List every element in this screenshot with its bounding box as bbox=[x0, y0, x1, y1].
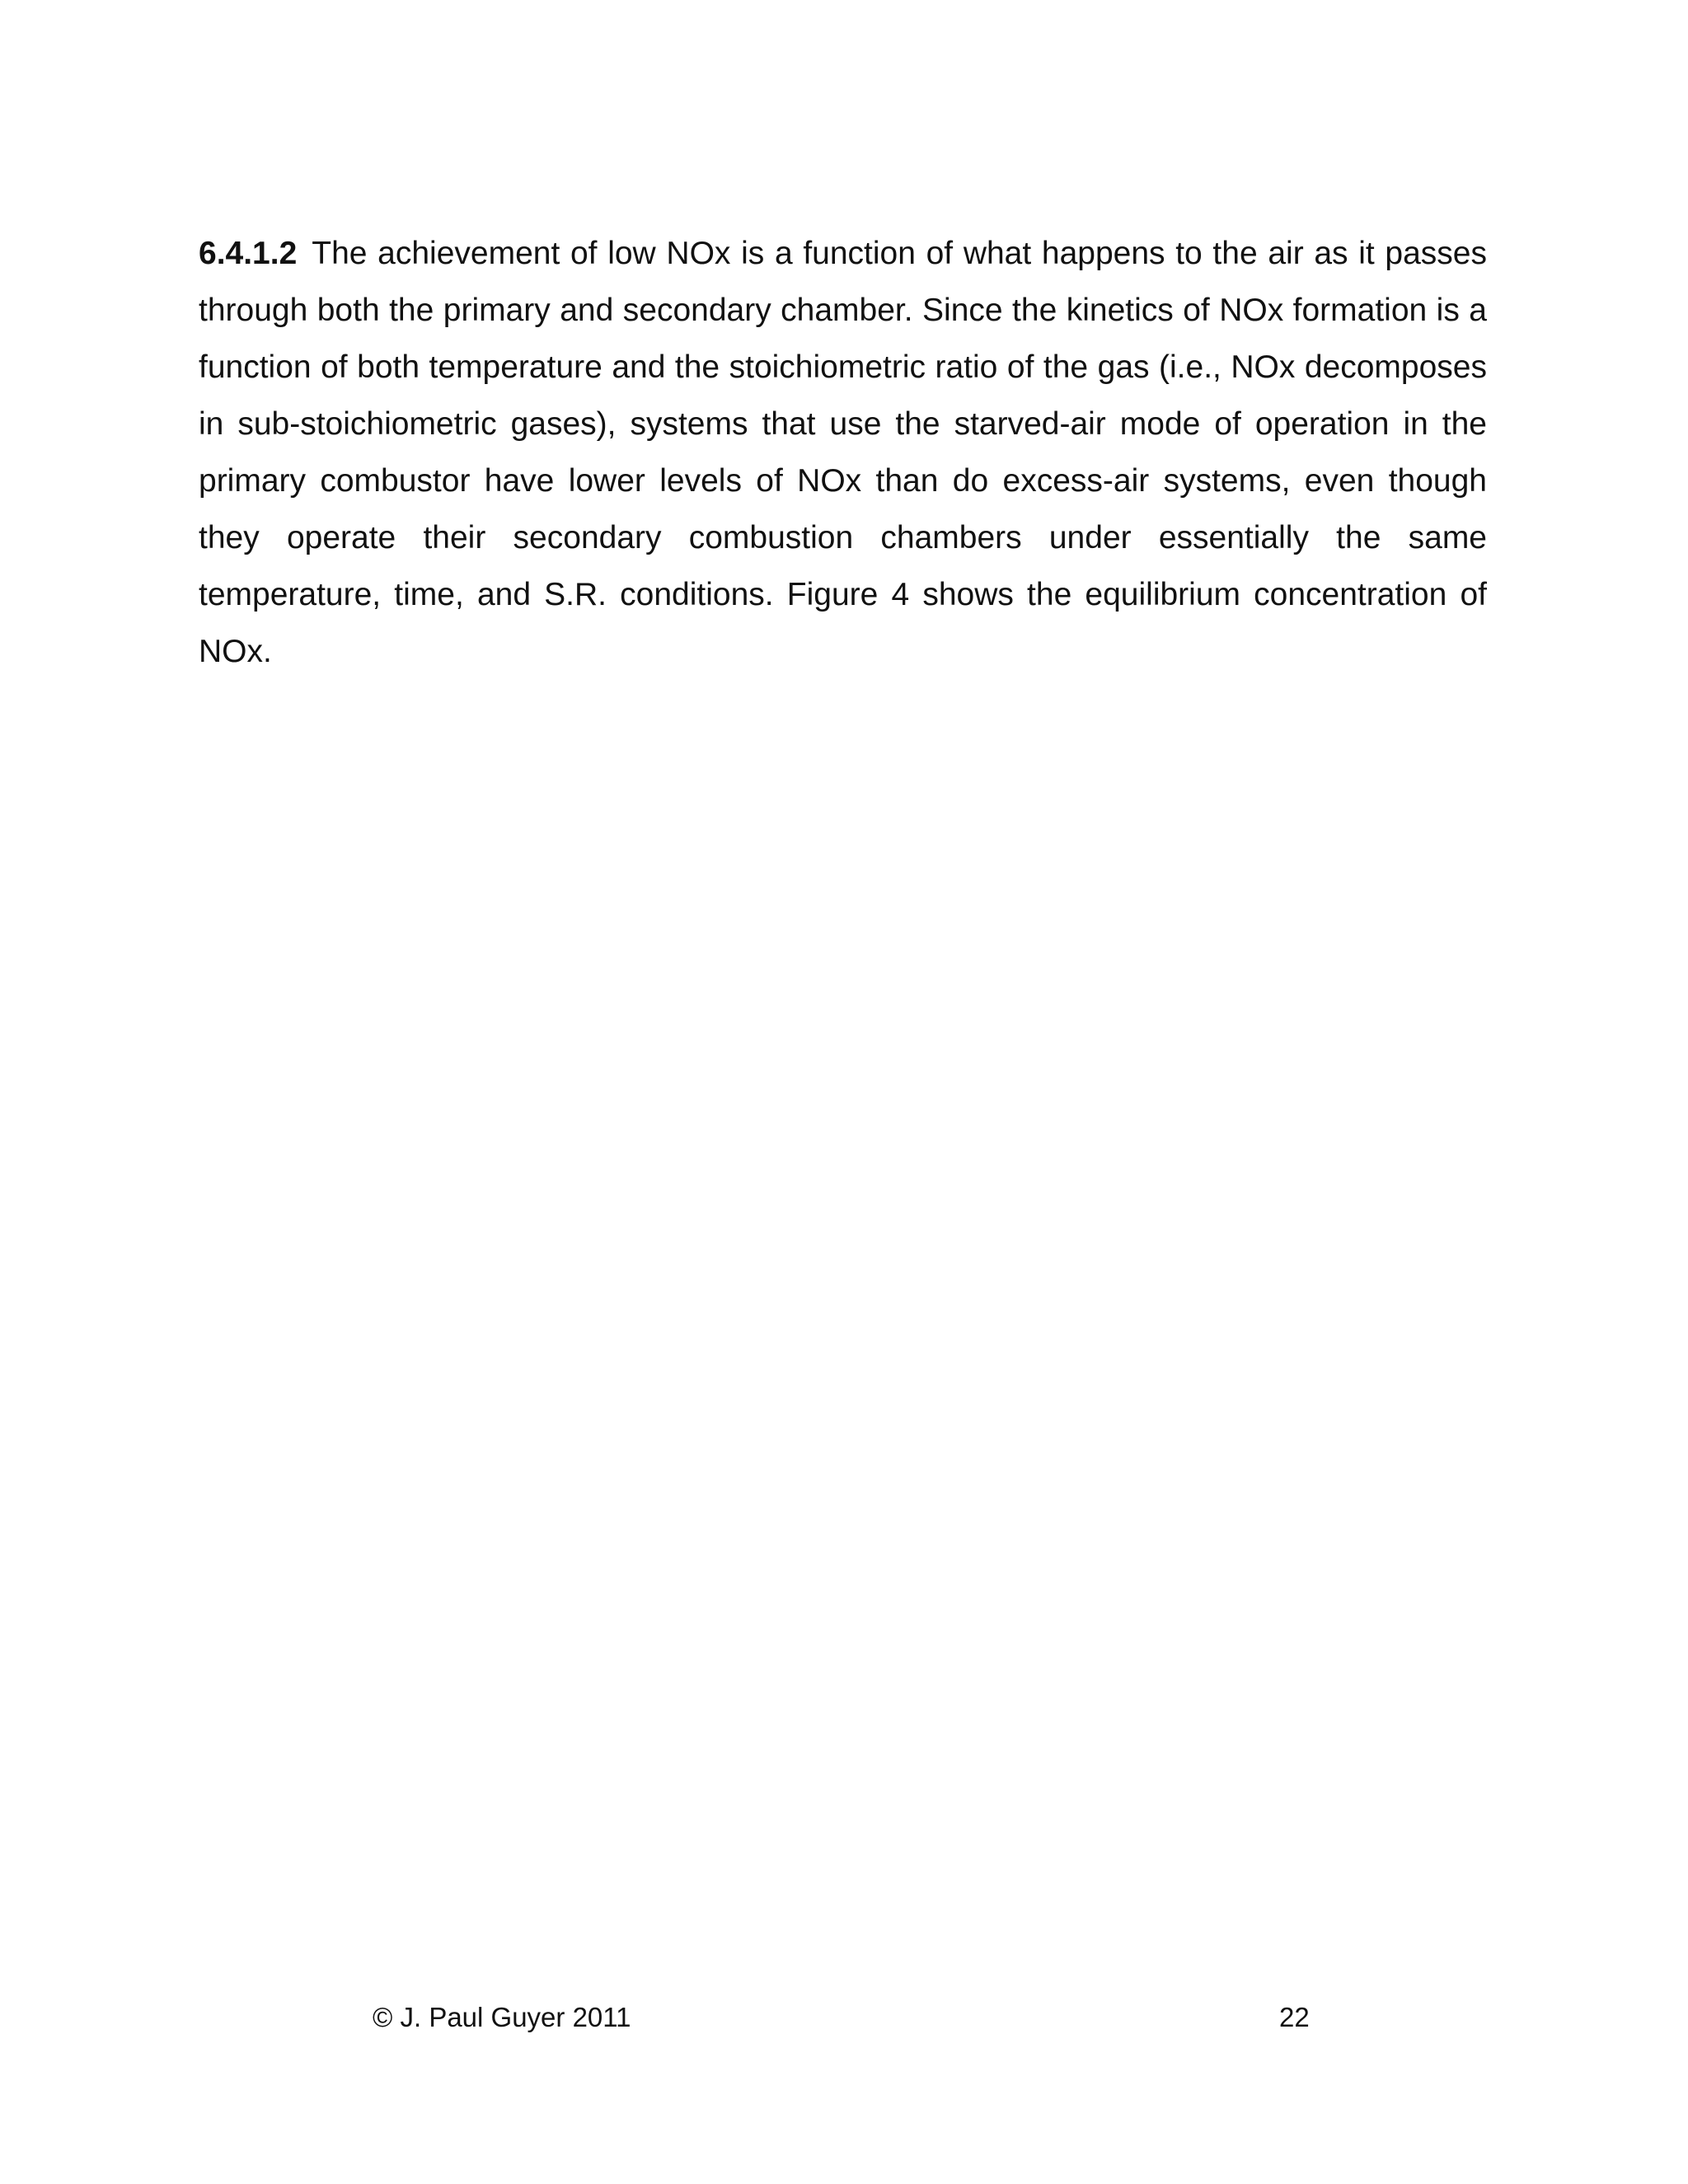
section-number: 6.4.1.2 bbox=[199, 236, 298, 271]
footer-copyright: © J. Paul Guyer 2011 bbox=[373, 2002, 631, 2032]
section-body-text: The achievement of low NOx is a function of what happens to the air as it passes through both the primary and secondary chamber. Since the kinetics of NOx formation is a function of both temperature and the stoichiometric ratio of the gas (i.e., NOx decomposes in sub-stoichiometric gases), systems that use the starved-air mode of operation in the primary combustor have lower levels of NOx than do excess-air systems, even though they operate their secondary combustion chambers under essentially the same temperature, time, and S.R. conditions. Figure 4 shows the equilibrium concentration of NOx. bbox=[199, 236, 1487, 669]
footer-page-number: 22 bbox=[1279, 2002, 1310, 2032]
section-paragraph bbox=[199, 225, 1487, 680]
